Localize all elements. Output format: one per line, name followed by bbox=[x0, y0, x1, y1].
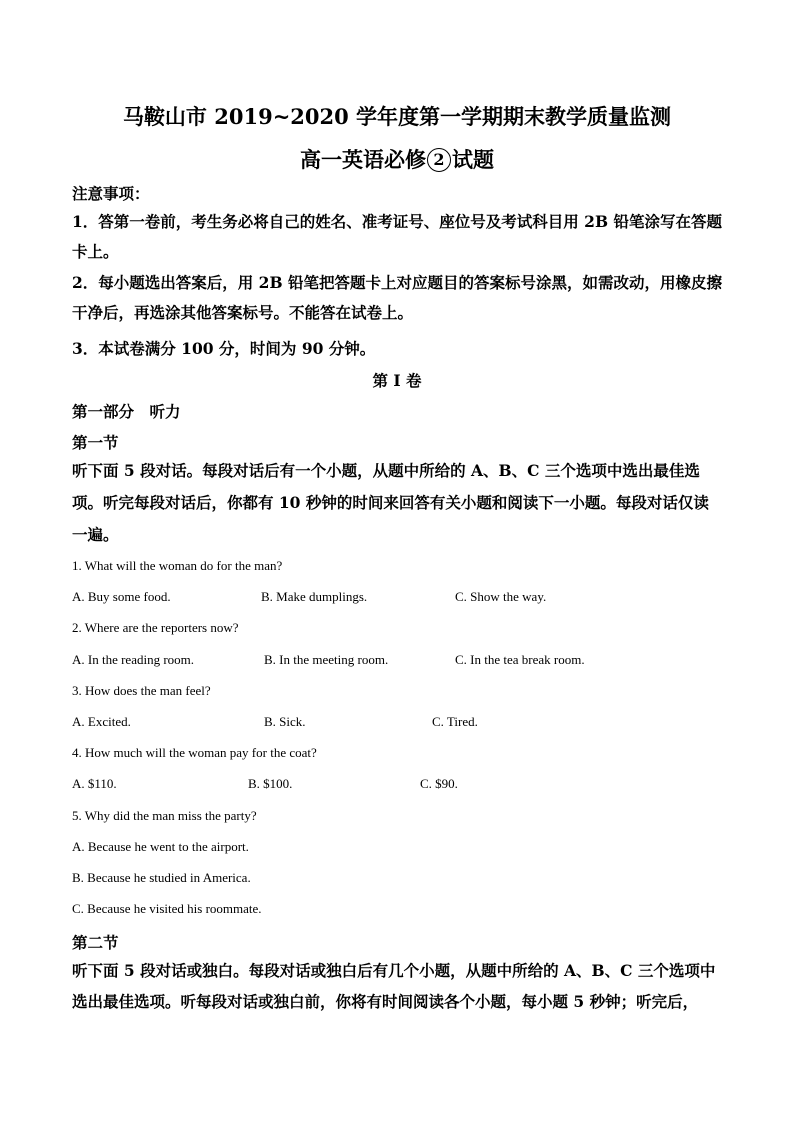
notice-item-2: 2．每小题选出答案后，用 2B 铅笔把答题卡上对应题目的答案标号涂黑，如需改动，用橡皮擦干净后，再选涂其他答案标号。不能答在试卷上。 bbox=[72, 273, 722, 322]
q5-option-a: A. Because he went to the airport. bbox=[72, 839, 249, 854]
q2-option-b: B. In the meeting room. bbox=[264, 652, 389, 667]
exam-title: 马鞍山市 2019~2020 学年度第一学期期末教学质量监测 bbox=[122, 104, 672, 129]
subtitle-suffix: 试题 bbox=[452, 147, 494, 172]
question-4-stem: 4. How much will the woman pay for the coat? bbox=[72, 745, 317, 760]
q4-option-b: B. $100. bbox=[248, 776, 293, 791]
part1-heading: 第一部分 听力 bbox=[72, 402, 181, 421]
section2-instructions: 听下面 5 段对话或独白。每段对话或独白后有几个小题，从题中所给的 A、B、C 三个选项中选出最佳选项。听每段对话或独白前，你将有时间阅读各个小题，每小题 5 秒钟；听完后， bbox=[72, 961, 716, 1011]
q2-option-a: A. In the reading room. bbox=[72, 652, 195, 667]
q4-option-a: A. $110. bbox=[72, 776, 117, 791]
q3-option-a: A. Excited. bbox=[72, 714, 131, 729]
question-5-stem: 5. Why did the man miss the party? bbox=[72, 808, 257, 823]
q1-option-b: B. Make dumplings. bbox=[261, 589, 368, 604]
q5-option-b: B. Because he studied in America. bbox=[72, 870, 251, 885]
question-1-stem: 1. What will the woman do for the man? bbox=[72, 558, 283, 573]
notice-item-3: 3．本试卷满分 100 分，时间为 90 分钟。 bbox=[72, 339, 376, 358]
q3-option-b: B. Sick. bbox=[264, 714, 306, 729]
q1-option-c: C. Show the way. bbox=[455, 589, 547, 604]
section1-instructions: 听下面 5 段对话。每段对话后有一个小题，从题中所给的 A、B、C 三个选项中选出最佳选项。听完每段对话后，你都有 10 秒钟的时间来回答有关小题和阅读下一小题。每段对话仅读一遍。 bbox=[72, 461, 709, 544]
question-3-stem: 3. How does the man feel? bbox=[72, 683, 211, 698]
section1-heading: 第一节 bbox=[72, 433, 119, 452]
exam-subtitle bbox=[0, 144, 794, 174]
q5-option-c: C. Because he visited his roommate. bbox=[72, 901, 262, 916]
volume-label: 第 I 卷 bbox=[372, 371, 422, 390]
notice-heading: 注意事项： bbox=[72, 184, 150, 203]
q2-option-c: C. In the tea break room. bbox=[455, 652, 585, 667]
question-2-stem: 2. Where are the reporters now? bbox=[72, 620, 239, 635]
q1-option-a: A. Buy some food. bbox=[72, 589, 171, 604]
notice-item-1: 1．答第一卷前，考生务必将自己的姓名、准考证号、座位号及考试科目用 2B 铅笔涂写在答题卡上。 bbox=[72, 212, 722, 261]
q3-option-c: C. Tired. bbox=[432, 714, 478, 729]
circled-number: 2 bbox=[427, 148, 451, 172]
section2-heading: 第二节 bbox=[72, 933, 119, 952]
q4-option-c: C. $90. bbox=[420, 776, 458, 791]
subtitle-prefix: 高一英语必修 bbox=[300, 147, 426, 172]
